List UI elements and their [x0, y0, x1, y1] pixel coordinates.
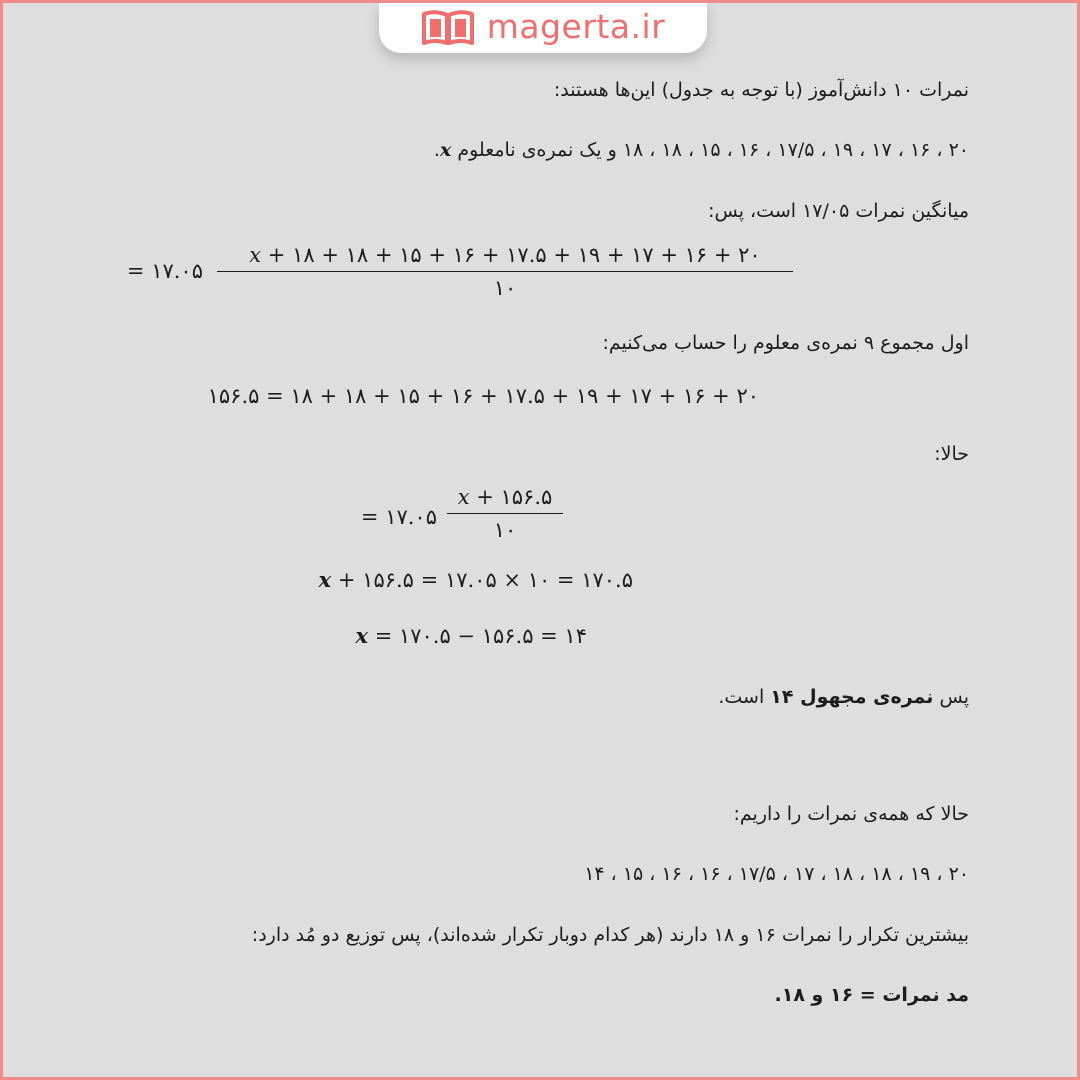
grades-rest-text: و یک نمره‌ی نامعلوم — [457, 139, 617, 161]
equation-substituted-numerator — [447, 485, 563, 514]
now-label: حالا: — [934, 443, 969, 465]
equation-solution-variable: x — [355, 623, 368, 648]
sum-intro-text: اول مجموع ۹ نمره‌ی معلوم را حساب می‌کنیم: — [602, 332, 969, 354]
equation-substituted-fraction — [447, 485, 563, 542]
equation-mean-numerator — [217, 243, 793, 272]
equation-multiplied-left: ۱۷۰.۵ = ۱۰ × ۱۷.۰۵ = — [420, 568, 633, 592]
brand-header[interactable] — [379, 3, 707, 53]
grades-line-end: . — [433, 139, 440, 161]
equation-sum: ۲۰ + ۱۶ + ۱۷ + ۱۹ + ۱۷.۵ + ۱۶ + ۱۵ + ۱۸ + ۱۸ = ۱۵۶.۵ — [207, 384, 759, 408]
book-logo-icon — [421, 9, 475, 47]
brand-name: magerta.ir — [486, 7, 666, 46]
equation-mean-variable: x — [249, 243, 262, 267]
intro-text: نمرات ۱۰ دانش‌آموز (با توجه به جدول) این‌ها هستند: — [553, 79, 969, 101]
unknown-variable: x — [439, 139, 452, 161]
equation-solution-rest: = ۱۷۰.۵ − ۱۵۶.۵ = ۱۴ — [374, 624, 587, 648]
equation-multiplied-right: + ۱۵۶.۵ — [337, 568, 414, 592]
equation-mean-denominator: ۱۰ — [493, 276, 517, 300]
equation-multiplied — [319, 566, 633, 594]
all-grades-intro: حالا که همه‌ی نمرات را داریم: — [733, 803, 969, 825]
mode-explanation: بیشترین تکرار را نمرات ۱۶ و ۱۸ دارند (هر کدام دوبار تکرار شده‌اند)، پس توزیع دو مُد دارد: — [251, 924, 969, 946]
mean-text: میانگین نمرات ۱۷/۰۵ است، پس: — [708, 200, 969, 222]
conclusion-prefix: پس — [939, 686, 969, 708]
equation-mean-lhs: ۱۷.۰۵ = — [126, 259, 203, 283]
equation-substituted-lhs: ۱۷.۰۵ = — [360, 505, 437, 529]
conclusion-text — [718, 683, 969, 711]
equation-mean-numerator-terms: ۲۰ + ۱۶ + ۱۷ + ۱۹ + ۱۷.۵ + ۱۶ + ۱۵ + ۱۸ + ۱۸ + — [267, 243, 761, 267]
equation-solution — [355, 622, 587, 650]
equation-substituted-variable: x — [457, 485, 470, 509]
equation-mean-fraction — [217, 243, 793, 300]
conclusion-suffix: است. — [718, 686, 765, 708]
page — [3, 3, 1077, 1077]
equation-multiplied-variable: x — [318, 567, 332, 592]
grades-list: ۲۰ ، ۱۶ ، ۱۷ ، ۱۹ ، ۱۷/۵ ، ۱۶ ، ۱۵ ، ۱۸ ، ۱۸ — [622, 139, 969, 161]
equation-substituted-numerator-terms: + ۱۵۶.۵ — [476, 485, 553, 509]
grades-list-line — [434, 136, 969, 164]
equation-substituted-denominator: ۱۰ — [493, 518, 517, 542]
all-grades-list: ۲۰ ، ۱۹ ، ۱۸ ، ۱۸ ، ۱۷ ، ۱۷/۵ ، ۱۶ ، ۱۶ ، ۱۵ ، ۱۴ — [584, 863, 969, 885]
conclusion-bold: نمره‌ی مجهول ۱۴ — [770, 686, 934, 708]
mode-result: مد نمرات = ۱۶ و ۱۸. — [774, 984, 969, 1006]
